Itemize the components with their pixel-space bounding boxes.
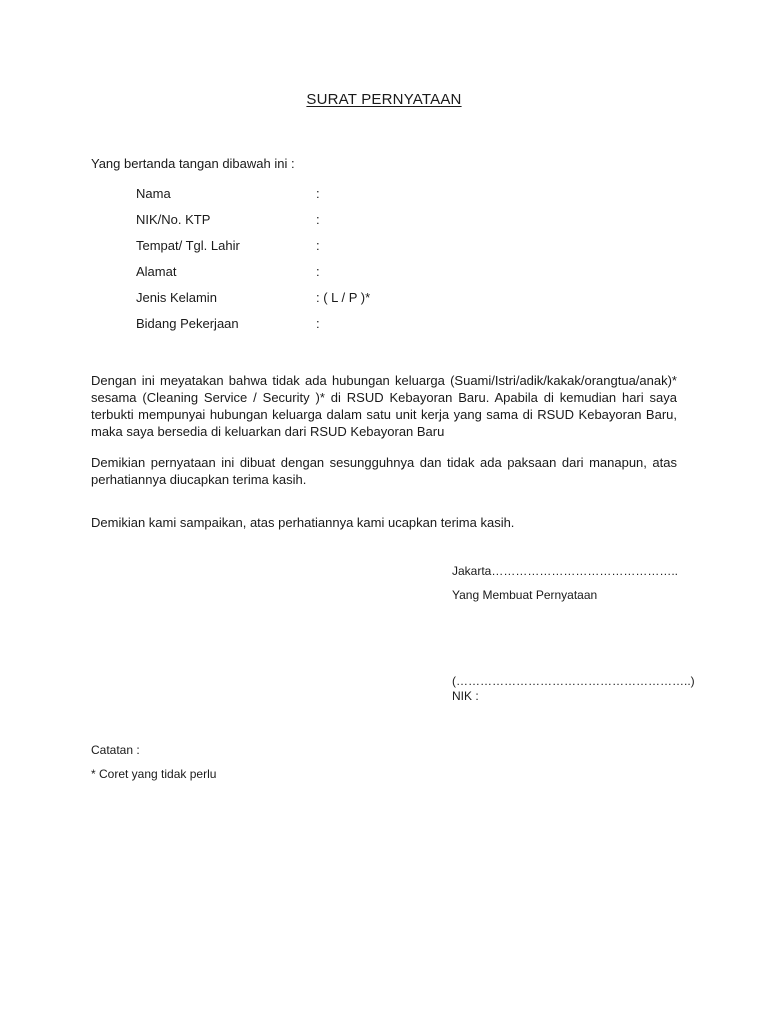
signature-place-date: Jakarta……………………………………….. <box>452 564 679 578</box>
closing-paragraph <box>91 454 677 488</box>
intro-text: Yang bertanda tangan dibawah ini : <box>91 156 295 171</box>
field-value: : <box>316 264 320 279</box>
field-value: : <box>316 186 320 201</box>
statement-paragraph-text: Dengan ini meyatakan bahwa tidak ada hubungan keluarga (Suami/Istri/adik/kakak/orangtua/anak)* sesama (Cleaning Service / Security )* di RSUD Kebayoran Baru. Apabila di kemudian hari saya terbukti mempunyai hubungan keluarga dalam satu unit kerja yang sama di RSUD Kebayoran Baru, maka saya bersedia di keluarkan dari RSUD Kebayoran Baru <box>91 373 677 439</box>
statement-paragraph <box>91 372 677 440</box>
note-text: * Coret yang tidak perlu <box>91 767 217 781</box>
field-value: : ( L / P )* <box>316 290 371 305</box>
field-label: NIK/No. KTP <box>136 212 211 227</box>
closing-paragraph-text: Demikian pernyataan ini dibuat dengan sesungguhnya dan tidak ada paksaan dari manapun, atas perhatiannya diucapkan terima kasih. <box>91 455 677 487</box>
signature-role: Yang Membuat Pernyataan <box>452 588 598 602</box>
field-label: Alamat <box>136 264 177 279</box>
field-label: Tempat/ Tgl. Lahir <box>136 238 240 253</box>
field-label: Nama <box>136 186 171 201</box>
field-value: : <box>316 238 320 253</box>
field-value: : <box>316 316 320 331</box>
signature-name-line: (…………………………………………………..) <box>452 674 695 688</box>
field-label: Jenis Kelamin <box>136 290 217 305</box>
note-label: Catatan : <box>91 743 140 757</box>
field-label: Bidang Pekerjaan <box>136 316 239 331</box>
thanks-paragraph: Demikian kami sampaikan, atas perhatiannya kami ucapkan terima kasih. <box>91 515 515 530</box>
signature-nik: NIK : <box>452 689 479 703</box>
field-value: : <box>316 212 320 227</box>
document-title: SURAT PERNYATAAN <box>306 91 462 108</box>
